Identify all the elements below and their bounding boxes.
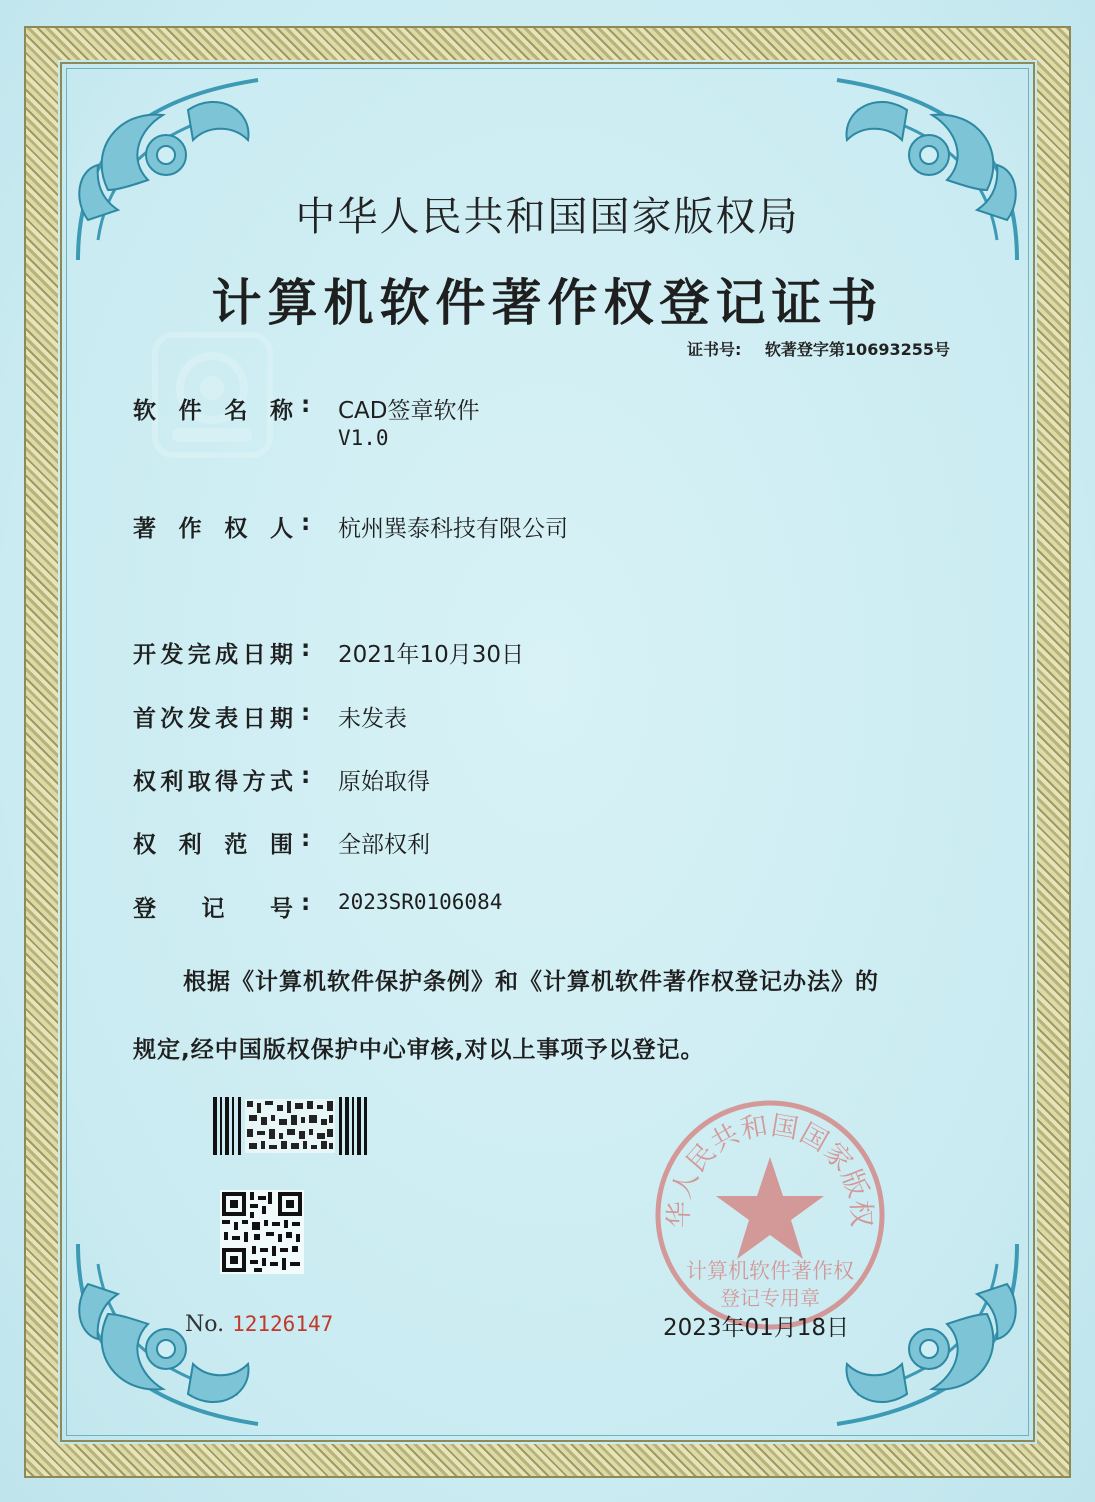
label-char: 式 xyxy=(269,769,293,795)
label-char: 著 xyxy=(133,516,156,542)
label-char: 作 xyxy=(178,516,202,542)
label-char: 软 xyxy=(133,398,156,424)
seal-inner-line-1: 计算机软件著作权 xyxy=(686,1259,854,1283)
label-char: 权 xyxy=(133,769,156,795)
field-label xyxy=(133,700,293,733)
label-char: 表 xyxy=(215,706,239,732)
label-char: 期 xyxy=(269,706,293,732)
software-version-value: V1.0 xyxy=(338,426,389,450)
acquisition-method-value: 原始取得 xyxy=(338,769,430,795)
label-char: 发 xyxy=(187,706,211,732)
certificate-title: 计算机软件著作权登记证书 xyxy=(211,274,884,332)
label-char: 件 xyxy=(178,398,202,424)
label-char: 日 xyxy=(242,706,266,732)
barcode-icon xyxy=(213,1097,369,1155)
field-label xyxy=(133,510,293,543)
label-char: 人 xyxy=(269,516,293,542)
serial-number-value: 12126147 xyxy=(232,1312,334,1336)
label-char: 称 xyxy=(269,398,293,424)
label-char: 利 xyxy=(160,769,184,795)
label-char: 名 xyxy=(224,398,248,424)
completion-date-value: 2021年10月30日 xyxy=(338,642,525,668)
label-char: 发 xyxy=(160,642,184,668)
red-star-seal-icon xyxy=(650,1095,890,1335)
field-label xyxy=(133,392,293,425)
statement-line-2: 规定,经中国版权保护中心审核,对以上事项予以登记。 xyxy=(133,1037,705,1063)
field-colon: : xyxy=(301,890,311,916)
issue-date: 2023年01月18日 xyxy=(663,1315,850,1341)
label-char: 号 xyxy=(270,896,293,922)
qr-code-icon xyxy=(220,1190,304,1274)
label-char: 方 xyxy=(242,769,266,795)
label-char: 次 xyxy=(160,706,184,732)
statement-line-1: 根据《计算机软件保护条例》和《计算机软件著作权登记办法》的 xyxy=(183,969,879,995)
label-char: 成 xyxy=(215,642,239,668)
copyright-owner-value: 杭州巽泰科技有限公司 xyxy=(338,516,568,542)
first-publication-date-value: 未发表 xyxy=(338,706,407,732)
label-char: 得 xyxy=(215,769,239,795)
seal-inner-line-2: 登记专用章 xyxy=(720,1286,820,1310)
label-char: 权 xyxy=(224,516,248,542)
label-char: 权 xyxy=(133,832,156,858)
field-colon: : xyxy=(301,510,311,536)
label-char: 开 xyxy=(133,642,156,668)
issuer-title: 中华人民共和国国家版权局 xyxy=(295,194,800,240)
label-char: 记 xyxy=(201,896,225,922)
field-colon: : xyxy=(301,826,311,852)
seal-outer-text: 华人民共和国国家版权 xyxy=(663,1110,877,1229)
field-label xyxy=(133,636,293,669)
label-char: 取 xyxy=(187,769,211,795)
field-colon: : xyxy=(301,763,311,789)
serial-prefix: No. xyxy=(185,1312,225,1337)
label-char: 完 xyxy=(187,642,211,668)
label-char: 登 xyxy=(133,896,156,922)
field-label xyxy=(133,763,293,796)
label-char: 利 xyxy=(178,832,202,858)
rights-scope-value: 全部权利 xyxy=(338,832,430,858)
registration-number-value: 2023SR0106084 xyxy=(338,890,503,914)
label-char: 日 xyxy=(242,642,266,668)
certificate-number-label: 证书号: xyxy=(686,340,742,359)
field-label xyxy=(133,826,293,859)
certificate-number-value: 软著登字第10693255号 xyxy=(764,340,950,359)
field-colon: : xyxy=(301,636,311,662)
label-char: 期 xyxy=(269,642,293,668)
field-colon: : xyxy=(301,392,311,418)
field-label xyxy=(133,890,293,923)
label-char: 范 xyxy=(224,832,248,858)
label-char: 首 xyxy=(133,706,156,732)
certificate-number xyxy=(687,337,950,360)
software-name-value: CAD签章软件 xyxy=(338,398,480,424)
label-char: 围 xyxy=(269,832,293,858)
serial-number xyxy=(185,1312,333,1337)
field-colon: : xyxy=(301,700,311,726)
